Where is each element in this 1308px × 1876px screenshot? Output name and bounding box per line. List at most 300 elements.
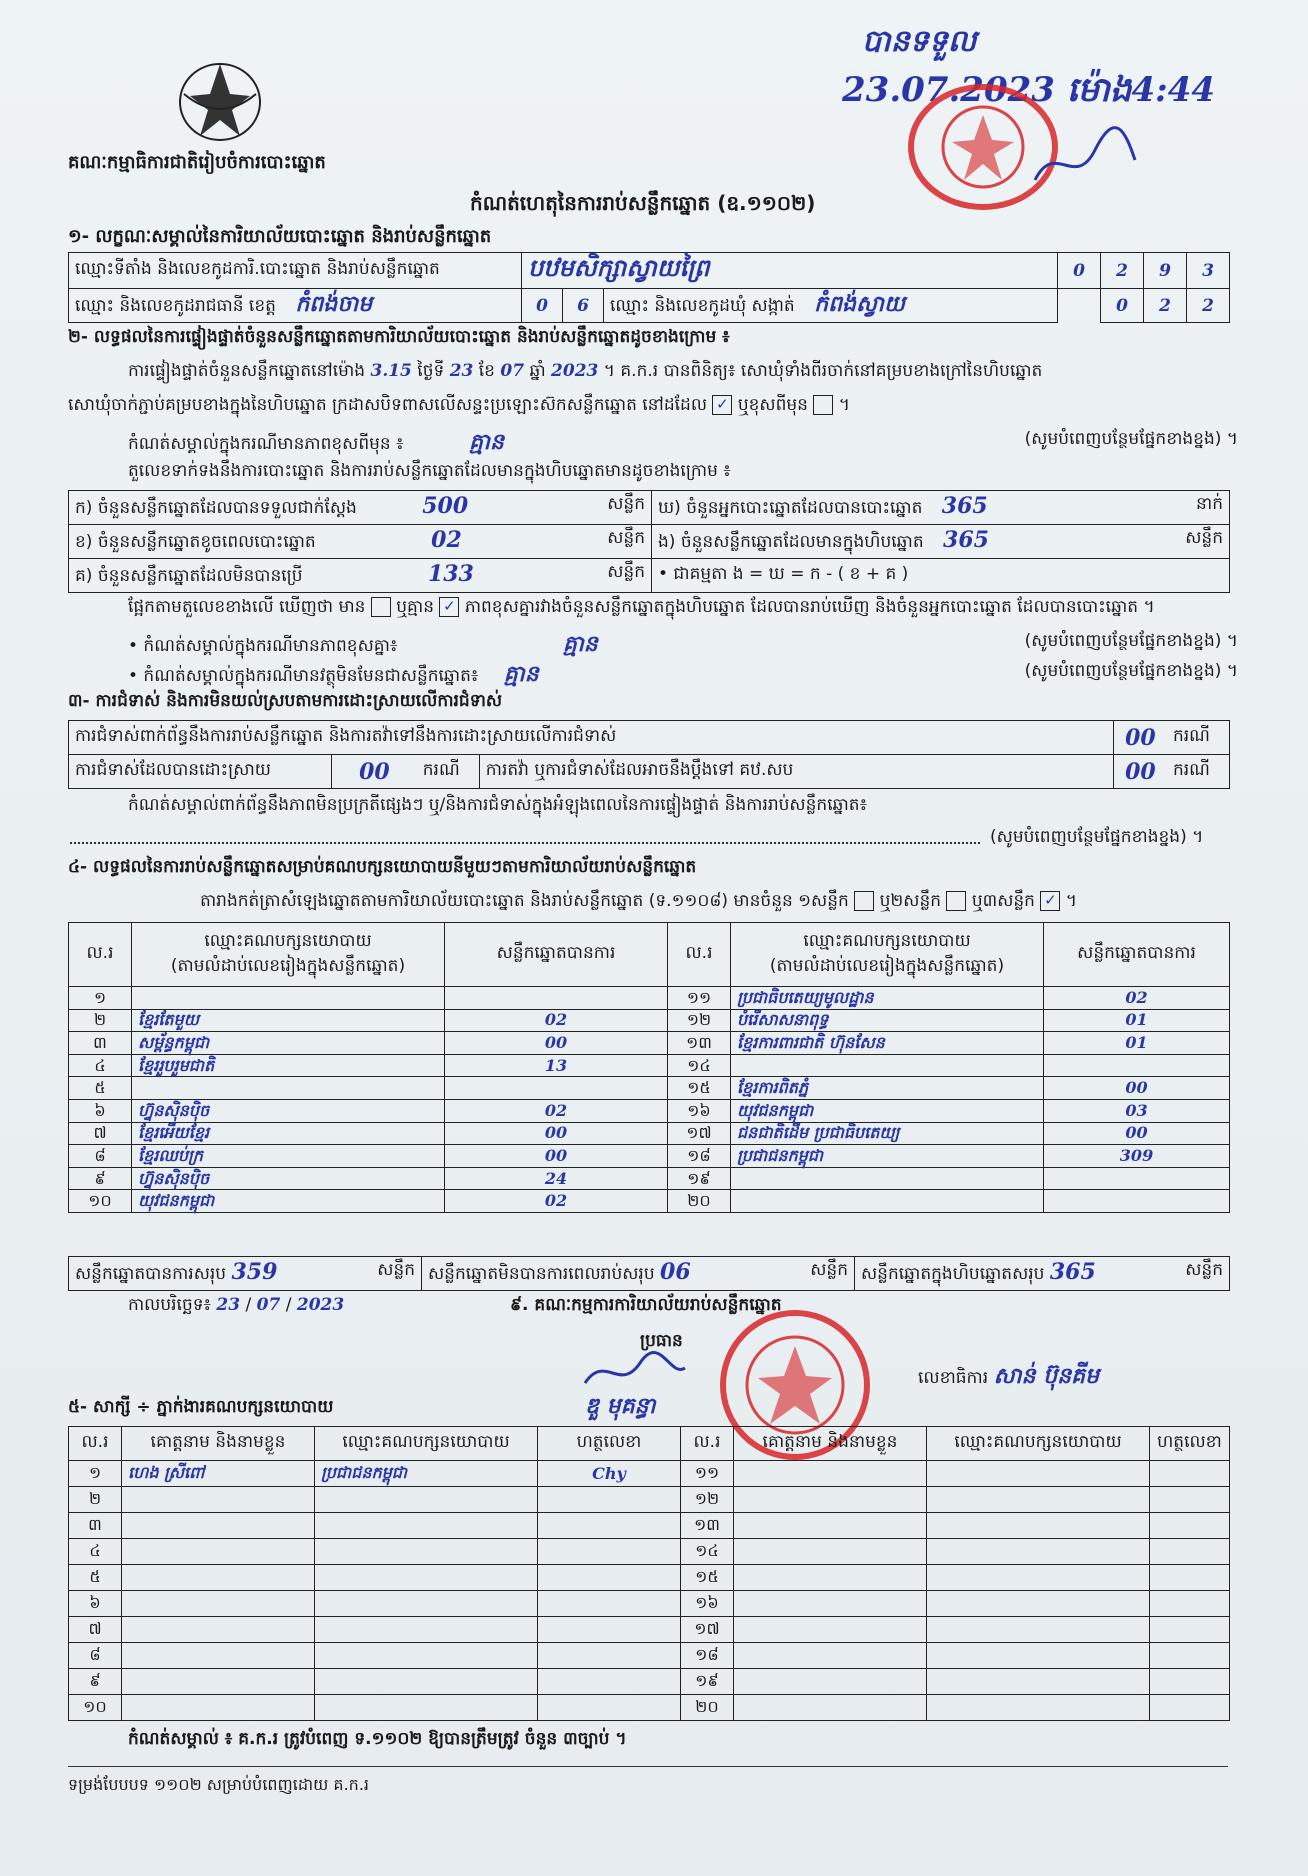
date-day: 23 (216, 1295, 241, 1315)
tally-text-end: ។ (1065, 891, 1078, 911)
para-text-a: ការផ្ទៀងផ្ទាត់ចំនួនសន្លឹកឆ្នោតនៅម៉ោង (128, 361, 366, 381)
witness-col-name-2: គោត្តនាម និងនាមខ្លួន (734, 1427, 927, 1461)
figure-e-label: ង) ចំនួនសន្លឹកឆ្នោតដែលមានក្នុងហិបឆ្នោត (658, 532, 924, 552)
witness-signature (538, 1591, 681, 1617)
witness-name (122, 1669, 315, 1695)
results-col-party (132, 923, 445, 987)
witness-row (69, 1695, 1230, 1721)
location-code-1: 0 (1058, 253, 1101, 289)
diff-fill-hint: (សូមបំពេញបន្ថែមផ្នែកខាងខ្នង) ។ (1024, 631, 1238, 651)
location-label: ឈ្មោះទីតាំង និងលេខកូដការិ.បោះឆ្នោត និងរាប់សន្លឹកឆ្នោត (69, 253, 522, 289)
results-votes: 24 (445, 1167, 668, 1190)
results-no: ៥ (69, 1077, 132, 1100)
secretary-line (918, 1362, 1099, 1394)
section2-heading: ២- លទ្ធផលនៃការផ្ទៀងផ្ទាត់ចំនួនសន្លឹកឆ្នោតតាមការិយាល័យបោះឆ្នោត និងរាប់សន្លឹកឆ្នោតដូចខាងក្រោម ៖ (68, 327, 730, 347)
witness-name (122, 1487, 315, 1513)
changed-checkbox[interactable] (813, 395, 833, 415)
witness-no: ១ (69, 1461, 122, 1487)
formula: • ជាគម្មតា ង = ឃ = ក - ( ខ + គ ) (652, 559, 1230, 593)
diff-note-line (128, 630, 1238, 662)
results-party: ខ្មែរតែមួយ (132, 1009, 445, 1032)
para-text-e: ។ គ.ក.រ បានពិនិត្យ៖ សោឃុំទាំងពីរចាក់នៅគម្របខាងក្រៅនៃហិបឆ្នោត (603, 361, 1043, 381)
commune-code-1: 0 (1101, 289, 1144, 323)
results-row (69, 1032, 1230, 1055)
section3-heading: ៣- ការជំទាស់ និងការមិនយល់ស្របតាមការដោះស្រាយលើការជំទាស់ (68, 691, 503, 711)
figure-e-value: 365 (943, 527, 989, 553)
date-label: កាលបរិច្ឆេទ៖ (128, 1295, 212, 1315)
total-box-value: 365 (1049, 1259, 1096, 1285)
totals-row (68, 1256, 1230, 1291)
figure-e (652, 525, 1230, 559)
org-name: គណៈកម្មាធិការជាតិរៀបចំការបោះឆ្នោត (68, 152, 326, 173)
diff-note-label: • កំណត់សម្គាល់ក្នុងករណីមានភាពខុសគ្នា៖ (128, 636, 398, 656)
witness-signature (1150, 1669, 1230, 1695)
witness-party: ប្រជាជនកម្ពុជា (315, 1461, 538, 1487)
objection-row1-unit: ករណី (1167, 721, 1230, 755)
figure-c-value: 133 (427, 561, 474, 587)
results-table (68, 922, 1230, 1213)
verification-paragraph-2 (68, 394, 1238, 419)
results-no: ៤ (69, 1054, 132, 1077)
witness-name (734, 1487, 927, 1513)
witness-party (927, 1461, 1150, 1487)
figure-b-value: 02 (431, 527, 462, 553)
results-party (731, 1167, 1044, 1190)
results-no: ៩ (69, 1167, 132, 1190)
para-text-c: ខែ (478, 361, 495, 381)
same-checkbox[interactable]: ✓ (712, 395, 732, 415)
results-row (69, 1145, 1230, 1168)
witness-no: ១៣ (681, 1513, 734, 1539)
results-no: ៨ (69, 1145, 132, 1168)
total-valid-value: 359 (231, 1259, 278, 1285)
discrepancy-text-c: ភាពខុសគ្នារវាងចំនួនសន្លឹកឆ្នោតក្នុងហិបឆ្នោត ដែលបានរាប់ឃើញ និងចំនួនអ្នកបោះឆ្នោត ដែលបានបោះឆ្នោត ។ (464, 597, 1155, 617)
one-sheet-checkbox[interactable] (854, 891, 874, 911)
witness-signature (538, 1487, 681, 1513)
witness-row (69, 1487, 1230, 1513)
form-title: កំណត់ហេតុនៃការរាប់សន្លឹកឆ្នោត (ឧ.១១០២) (470, 191, 816, 215)
results-col-party-sub-2: (តាមលំដាប់លេខរៀងក្នុងសន្លឹកឆ្នោត) (769, 955, 1005, 976)
figure-c (69, 559, 652, 593)
results-no: ១ (69, 987, 132, 1010)
results-party: ខ្មែរការពិតភ្នំ (731, 1077, 1044, 1100)
witness-col-party: ឈ្មោះគណបក្សនយោបាយ (315, 1427, 538, 1461)
para-end: ។ (838, 395, 851, 415)
witness-party (315, 1591, 538, 1617)
foreign-fill-hint: (សូមបំពេញបន្ថែមផ្នែកខាងខ្នង) ។ (1024, 661, 1238, 681)
three-sheets-checkbox[interactable]: ✓ (1040, 891, 1060, 911)
witness-signature (1150, 1461, 1230, 1487)
figure-a-value: 500 (422, 493, 469, 519)
witness-signature (538, 1617, 681, 1643)
difference-note-line (128, 428, 1238, 460)
witness-no: ១៤ (681, 1539, 734, 1565)
results-row (69, 1077, 1230, 1100)
para-text-f: សោឃុំចាក់ភ្ជាប់គម្របខាងក្នុងនៃហិបឆ្នោត ក្រដាសបិទពាសលើសន្ទះប្រឡោះស៊កសន្លឹកឆ្នោត នៅដដែល (68, 395, 708, 415)
witness-name (734, 1513, 927, 1539)
figure-d-value: 365 (941, 493, 988, 519)
witness-no: ១០ (69, 1695, 122, 1721)
witness-no: ១៧ (681, 1617, 734, 1643)
results-votes: 02 (445, 1009, 668, 1032)
total-valid (69, 1257, 422, 1291)
signing-date: កាលបរិច្ឆេទ៖ 23 / 07 / 2023 (128, 1295, 345, 1315)
results-votes: 00 (445, 1032, 668, 1055)
results-party: យុវជនកម្ពុជា (731, 1099, 1044, 1122)
witness-signature (1150, 1487, 1230, 1513)
no-discrepancy-checkbox[interactable]: ✓ (439, 597, 459, 617)
province-code-1: 0 (522, 289, 563, 323)
results-party: យុវជនកម្ពុជា (132, 1190, 445, 1213)
secretary-label: លេខាធិការ (918, 1368, 989, 1388)
tally-sheets-line (200, 890, 1077, 915)
results-votes: 02 (1044, 987, 1230, 1010)
province-label-text: ឈ្មោះ និងលេខកូដរាជធានី ខេត្ត (75, 295, 276, 316)
witness-party (315, 1695, 538, 1721)
witness-no: ២០ (681, 1695, 734, 1721)
results-votes: 00 (445, 1122, 668, 1145)
witness-no: ១២ (681, 1487, 734, 1513)
province-label (69, 289, 522, 323)
verification-month: 07 (500, 361, 525, 381)
para-text-b: ថ្ងៃទី (417, 361, 445, 381)
witness-row (69, 1591, 1230, 1617)
witness-party (927, 1617, 1150, 1643)
location-value: បឋមសិក្សាស្វាយព្រៃ (522, 253, 1058, 289)
witness-party (927, 1643, 1150, 1669)
total-valid-unit: សន្លឹក (377, 1260, 415, 1280)
results-party (132, 1077, 445, 1100)
irregularities-fill-hint: (សូមបំពេញបន្ថែមផ្នែកខាងខ្នង) ។ (990, 827, 1204, 847)
committee-title: ៩. គណៈកម្មការការិយាល័យរាប់សន្លឹកឆ្នោត (510, 1295, 782, 1315)
date-month: 07 (256, 1295, 281, 1315)
objections-table (68, 720, 1230, 789)
fill-hint: (សូមបំពេញបន្ថែមផ្នែកខាងខ្នង) ។ (1024, 429, 1238, 449)
results-no: ៣ (69, 1032, 132, 1055)
results-col-party-title: ឈ្មោះគណបក្សនយោបាយ (204, 930, 372, 951)
figure-c-unit: សន្លឹក (607, 562, 645, 582)
results-votes: 13 (445, 1054, 668, 1077)
witness-name: ហេង ស្រីពៅ (122, 1461, 315, 1487)
results-party (731, 1190, 1044, 1213)
verification-day: 23 (449, 361, 474, 381)
commune-label-text: ឈ្មោះ និងលេខកូដឃុំ សង្កាត់ (610, 295, 795, 316)
tally-text-a: តារាងកត់ត្រាសំឡេងឆ្នោតតាមការិយាល័យបោះឆ្នោត និងរាប់សន្លឹកឆ្នោត (ទ.១១០៨) មានចំនួន ១សន្លឹក (200, 891, 849, 911)
witness-col-no: ល.រ (69, 1427, 122, 1461)
witness-name (734, 1565, 927, 1591)
witness-row (69, 1513, 1230, 1539)
witness-signature (538, 1513, 681, 1539)
results-col-no: ល.រ (69, 923, 132, 987)
results-votes: 02 (445, 1099, 668, 1122)
footnote: កំណត់សម្គាល់ ៖ គ.ក.រ ត្រូវបំពេញ ទ.១១០២ ឱ្យបានត្រឹមត្រូវ ចំនួន ៣ច្បាប់ ។ (128, 1729, 627, 1749)
para-text-g: ឬខុសពីមុន (737, 395, 808, 415)
witness-name (122, 1617, 315, 1643)
para-text-d: ឆ្នាំ (529, 361, 546, 381)
witness-signature (1150, 1591, 1230, 1617)
total-invalid-label: សន្លឹកឆ្នោតមិនបានការពេលរាប់សរុប (428, 1264, 655, 1284)
results-votes: 02 (445, 1190, 668, 1213)
witness-col-no-2: ល.រ (681, 1427, 734, 1461)
witness-name (734, 1591, 927, 1617)
results-party (132, 987, 445, 1010)
figure-a (69, 491, 652, 525)
results-party: បំរើសាសនាពុទ្ធ (731, 1009, 1044, 1032)
witness-signature (1150, 1513, 1230, 1539)
appeal-unit: ករណី (1167, 755, 1230, 789)
witness-party (315, 1513, 538, 1539)
nec-logo (170, 54, 270, 144)
witness-no: ៤ (69, 1539, 122, 1565)
total-box-unit: សន្លឹក (1185, 1260, 1223, 1280)
commune-label (604, 289, 1058, 323)
discrepancy-line (128, 596, 1238, 621)
received-datetime: 23.07.2023 ម៉ោង4:44 (842, 70, 1216, 110)
section1-heading: ១- លក្ខណៈសម្គាល់នៃការិយាល័យបោះឆ្នោត និងរាប់សន្លឹកឆ្នោត (68, 226, 492, 247)
two-sheets-checkbox[interactable] (946, 891, 966, 911)
irregularities-note: កំណត់សម្គាល់ពាក់ព័ន្ធនឹងភាពមិនប្រក្រតីផ្សេងៗ ឬ/និងការជំទាស់ក្នុងអំឡុងពេលនៃការផ្ទៀងផ្ទាត់ និងការរាប់សន្លឹកឆ្នោត៖ (128, 795, 868, 815)
figure-b (69, 525, 652, 559)
results-votes: 03 (1044, 1099, 1230, 1122)
witness-name (122, 1643, 315, 1669)
results-row (69, 1009, 1230, 1032)
irregularities-dotline (70, 840, 980, 844)
appeal-value: 00 (1113, 755, 1167, 789)
results-no: ៦ (69, 1099, 132, 1122)
figure-a-label: ក) ចំនួនសន្លឹកឆ្នោតដែលបានទទួលជាក់ស្តែង (75, 498, 357, 518)
results-no: ១១ (668, 987, 731, 1010)
results-no: ១៨ (668, 1145, 731, 1168)
province-code-2: 6 (563, 289, 604, 323)
results-col-no-2: ល.រ (668, 923, 731, 987)
witness-name (122, 1513, 315, 1539)
total-valid-label: សន្លឹកឆ្នោតបានការសរុប (75, 1264, 227, 1284)
witness-party (315, 1643, 538, 1669)
location-code-4: 3 (1187, 253, 1230, 289)
tally-text-b: ឬ២សន្លឹក (879, 891, 942, 911)
commune-code-2: 2 (1144, 289, 1187, 323)
witness-row (69, 1643, 1230, 1669)
difference-note-value: គ្មាន (469, 429, 504, 455)
results-no: ១៧ (668, 1122, 731, 1145)
signature-top (1025, 120, 1145, 200)
witness-no: ១៩ (681, 1669, 734, 1695)
witness-no: ១១ (681, 1461, 734, 1487)
appeal-label: ការតវ៉ា ឬការជំទាស់ដែលអាចនឹងប្តឹងទៅ គឋ.សប (479, 755, 1113, 789)
witness-no: ២ (69, 1487, 122, 1513)
section1-table (68, 252, 1230, 323)
commune-value: កំពង់ស្វាយ (814, 290, 905, 317)
verification-year: 2023 (551, 361, 599, 381)
chair-signature (580, 1348, 690, 1398)
difference-note-label: កំណត់សម្គាល់ក្នុងករណីមានភាពខុសពីមុន ៖ (128, 434, 404, 454)
results-votes: 309 (1044, 1145, 1230, 1168)
verification-paragraph (128, 360, 1238, 385)
results-col-votes-2: សន្លឹកឆ្នោតបានការ (1044, 923, 1230, 987)
witness-signature (1150, 1539, 1230, 1565)
results-votes (1044, 1190, 1230, 1213)
total-invalid-unit: សន្លឹក (810, 1260, 848, 1280)
figure-d-label: ឃ) ចំនួនអ្នកបោះឆ្នោតដែលបានបោះឆ្នោត (658, 498, 923, 518)
witness-no: ១៥ (681, 1565, 734, 1591)
foreign-note-label: • កំណត់សម្គាល់ក្នុងករណីមានវត្ថុមិនមែនជាសន្លឹកឆ្នោត៖ (128, 666, 479, 686)
witness-party (315, 1617, 538, 1643)
results-no: ២ (69, 1009, 132, 1032)
results-party: ខ្មែររួបរួមជាតិ (132, 1054, 445, 1077)
results-party: ហ្វ៊ុនស៊ិនប៉ិច (132, 1099, 445, 1122)
witness-row (69, 1461, 1230, 1487)
secretary-name: សាន់ ប៊ុនគីម (993, 1363, 1099, 1389)
witness-name (122, 1539, 315, 1565)
witness-col-name: គោត្តនាម និងនាមខ្លួន (122, 1427, 315, 1461)
footer-text: ទម្រង់បែបបទ ១១០២ សម្រាប់បំពេញដោយ គ.ក.រ (68, 1775, 369, 1794)
results-no: ១៩ (668, 1167, 731, 1190)
results-votes (1044, 1054, 1230, 1077)
results-no: ១០ (69, 1190, 132, 1213)
witness-party (927, 1669, 1150, 1695)
foreign-note-value: គ្មាន (503, 661, 539, 687)
witness-no: ៧ (69, 1617, 122, 1643)
figure-e-unit: សន្លឹក (1185, 528, 1223, 548)
results-no: ១៦ (668, 1099, 731, 1122)
objection-row1-label: ការជំទាស់ពាក់ព័ន្ធនឹងការរាប់សន្លឹកឆ្នោត និងការតវ៉ាទៅនឹងការដោះស្រាយលើការជំទាស់ (69, 721, 1114, 755)
results-party: ប្រជាធិបតេយ្យមូលដ្ឋាន (731, 987, 1044, 1010)
witness-name (122, 1695, 315, 1721)
witness-party (315, 1487, 538, 1513)
witness-no: ៨ (69, 1643, 122, 1669)
witness-name (734, 1617, 927, 1643)
total-invalid (422, 1257, 855, 1291)
results-party: ជនជាតិដើម ប្រជាធិបតេយ្យ (731, 1122, 1044, 1145)
total-invalid-value: 06 (660, 1259, 691, 1285)
witness-name (122, 1565, 315, 1591)
witness-no: ១៨ (681, 1643, 734, 1669)
results-no: ៧ (69, 1122, 132, 1145)
witness-signature (538, 1643, 681, 1669)
results-votes (445, 987, 668, 1010)
witness-col-sign-2: ហត្ថលេខា (1150, 1427, 1230, 1461)
witness-table (68, 1426, 1230, 1721)
total-box-label: សន្លឹកឆ្នោតក្នុងហិបឆ្នោតសរុប (861, 1264, 1045, 1284)
objection-row1-value: 00 (1113, 721, 1167, 755)
location-code-3: 9 (1144, 253, 1187, 289)
figure-a-unit: សន្លឹក (607, 494, 645, 514)
witness-row (69, 1565, 1230, 1591)
total-box (855, 1257, 1230, 1291)
witness-no: ៥ (69, 1565, 122, 1591)
results-party: ខ្មែរការពារជាតិ ហ៊ុនសែន (731, 1032, 1044, 1055)
results-votes (445, 1077, 668, 1100)
results-col-votes: សន្លឹកឆ្នោតបានការ (445, 923, 668, 987)
results-row (69, 1122, 1230, 1145)
results-party: ខ្មែរឈប់ក្រ (132, 1145, 445, 1168)
witness-no: ១៦ (681, 1591, 734, 1617)
results-votes: 00 (1044, 1122, 1230, 1145)
results-party (731, 1054, 1044, 1077)
witness-signature (1150, 1617, 1230, 1643)
witness-name (734, 1539, 927, 1565)
has-discrepancy-checkbox[interactable] (371, 597, 391, 617)
results-party: សម្ព័ន្ធកម្ពុជា (132, 1032, 445, 1055)
results-party: ហ្វ៊ុនស៊ិនប៉ិច (132, 1167, 445, 1190)
witness-party (315, 1565, 538, 1591)
witness-name (122, 1591, 315, 1617)
results-no: ២០ (668, 1190, 731, 1213)
verification-time: 3.15 (370, 361, 412, 381)
figure-b-label: ខ) ចំនួនសន្លឹកឆ្នោតខូចពេលបោះឆ្នោត (75, 532, 316, 552)
witness-signature (1150, 1565, 1230, 1591)
witness-no: ៩ (69, 1669, 122, 1695)
results-no: ១២ (668, 1009, 731, 1032)
discrepancy-text-b: ឬគ្មាន (396, 597, 435, 617)
results-col-party-2 (731, 923, 1044, 987)
witness-row (69, 1617, 1230, 1643)
witness-col-party-2: ឈ្មោះគណបក្សនយោបាយ (927, 1427, 1150, 1461)
results-votes: 01 (1044, 1009, 1230, 1032)
objection-row2-value: 00 (332, 755, 417, 789)
objection-row2-unit: ករណី (417, 755, 480, 789)
discrepancy-text-a: ផ្អែកតាមតួលេខខាងលើ ឃើញថា មាន (128, 597, 366, 617)
witness-party (927, 1695, 1150, 1721)
results-row (69, 1167, 1230, 1190)
witness-party (315, 1669, 538, 1695)
witness-signature (1150, 1695, 1230, 1721)
witness-name (734, 1695, 927, 1721)
witness-signature: Chy (538, 1461, 681, 1487)
witness-name (734, 1461, 927, 1487)
witness-row (69, 1669, 1230, 1695)
figure-d (652, 491, 1230, 525)
results-row (69, 1054, 1230, 1077)
figures-intro: តួលេខទាក់ទងនឹងការបោះឆ្នោត និងការរាប់សន្លឹកឆ្នោតដែលមានក្នុងហិបឆ្នោតមានដូចខាងក្រោម ៖ (128, 461, 731, 481)
results-col-party-title-2: ឈ្មោះគណបក្សនយោបាយ (803, 930, 971, 951)
results-no: ១៤ (668, 1054, 731, 1077)
results-votes: 01 (1044, 1032, 1230, 1055)
witness-party (927, 1565, 1150, 1591)
witness-party (927, 1539, 1150, 1565)
witness-no: ៦ (69, 1591, 122, 1617)
date-year: 2023 (296, 1295, 345, 1315)
figure-c-label: គ) ចំនួនសន្លឹកឆ្នោតដែលមិនបានប្រើ (75, 566, 303, 586)
witness-name (734, 1643, 927, 1669)
witness-signature (538, 1539, 681, 1565)
witness-party (927, 1513, 1150, 1539)
results-no: ១៥ (668, 1077, 731, 1100)
chair-name: ឌួ មុគន្ធា (585, 1393, 656, 1419)
location-code-2: 2 (1101, 253, 1144, 289)
chair-label: ប្រធាន (640, 1331, 683, 1351)
objection-row2-label: ការជំទាស់ដែលបានដោះស្រាយ (69, 755, 332, 789)
diff-note-value: គ្មាន (562, 631, 598, 657)
results-row (69, 987, 1230, 1010)
tally-text-c: ឬ៣សន្លឹក (971, 891, 1035, 911)
commune-code-3: 2 (1187, 289, 1230, 323)
witness-party (927, 1591, 1150, 1617)
results-party: ប្រជាជនកម្ពុជា (731, 1145, 1044, 1168)
results-no: ១៣ (668, 1032, 731, 1055)
witness-signature (538, 1669, 681, 1695)
results-party: ខ្មែរអើយខ្មែរ (132, 1122, 445, 1145)
witness-col-sign: ហត្ថលេខា (538, 1427, 681, 1461)
section4-heading: ៤- លទ្ធផលនៃការរាប់សន្លឹកឆ្នោតសម្រាប់គណបក្សនយោបាយនីមួយៗតាមការិយាល័យរាប់សន្លឹកឆ្នោត (68, 857, 697, 877)
received-note: បានទទួល (862, 24, 977, 59)
witness-signature (538, 1565, 681, 1591)
foreign-note-line (128, 660, 1238, 692)
section5-heading: ៥- សាក្សី ÷ ភ្នាក់ងារគណបក្សនយោបាយ (68, 1397, 334, 1417)
footer-divider (68, 1766, 1228, 1767)
witness-party (315, 1539, 538, 1565)
witness-no: ៣ (69, 1513, 122, 1539)
